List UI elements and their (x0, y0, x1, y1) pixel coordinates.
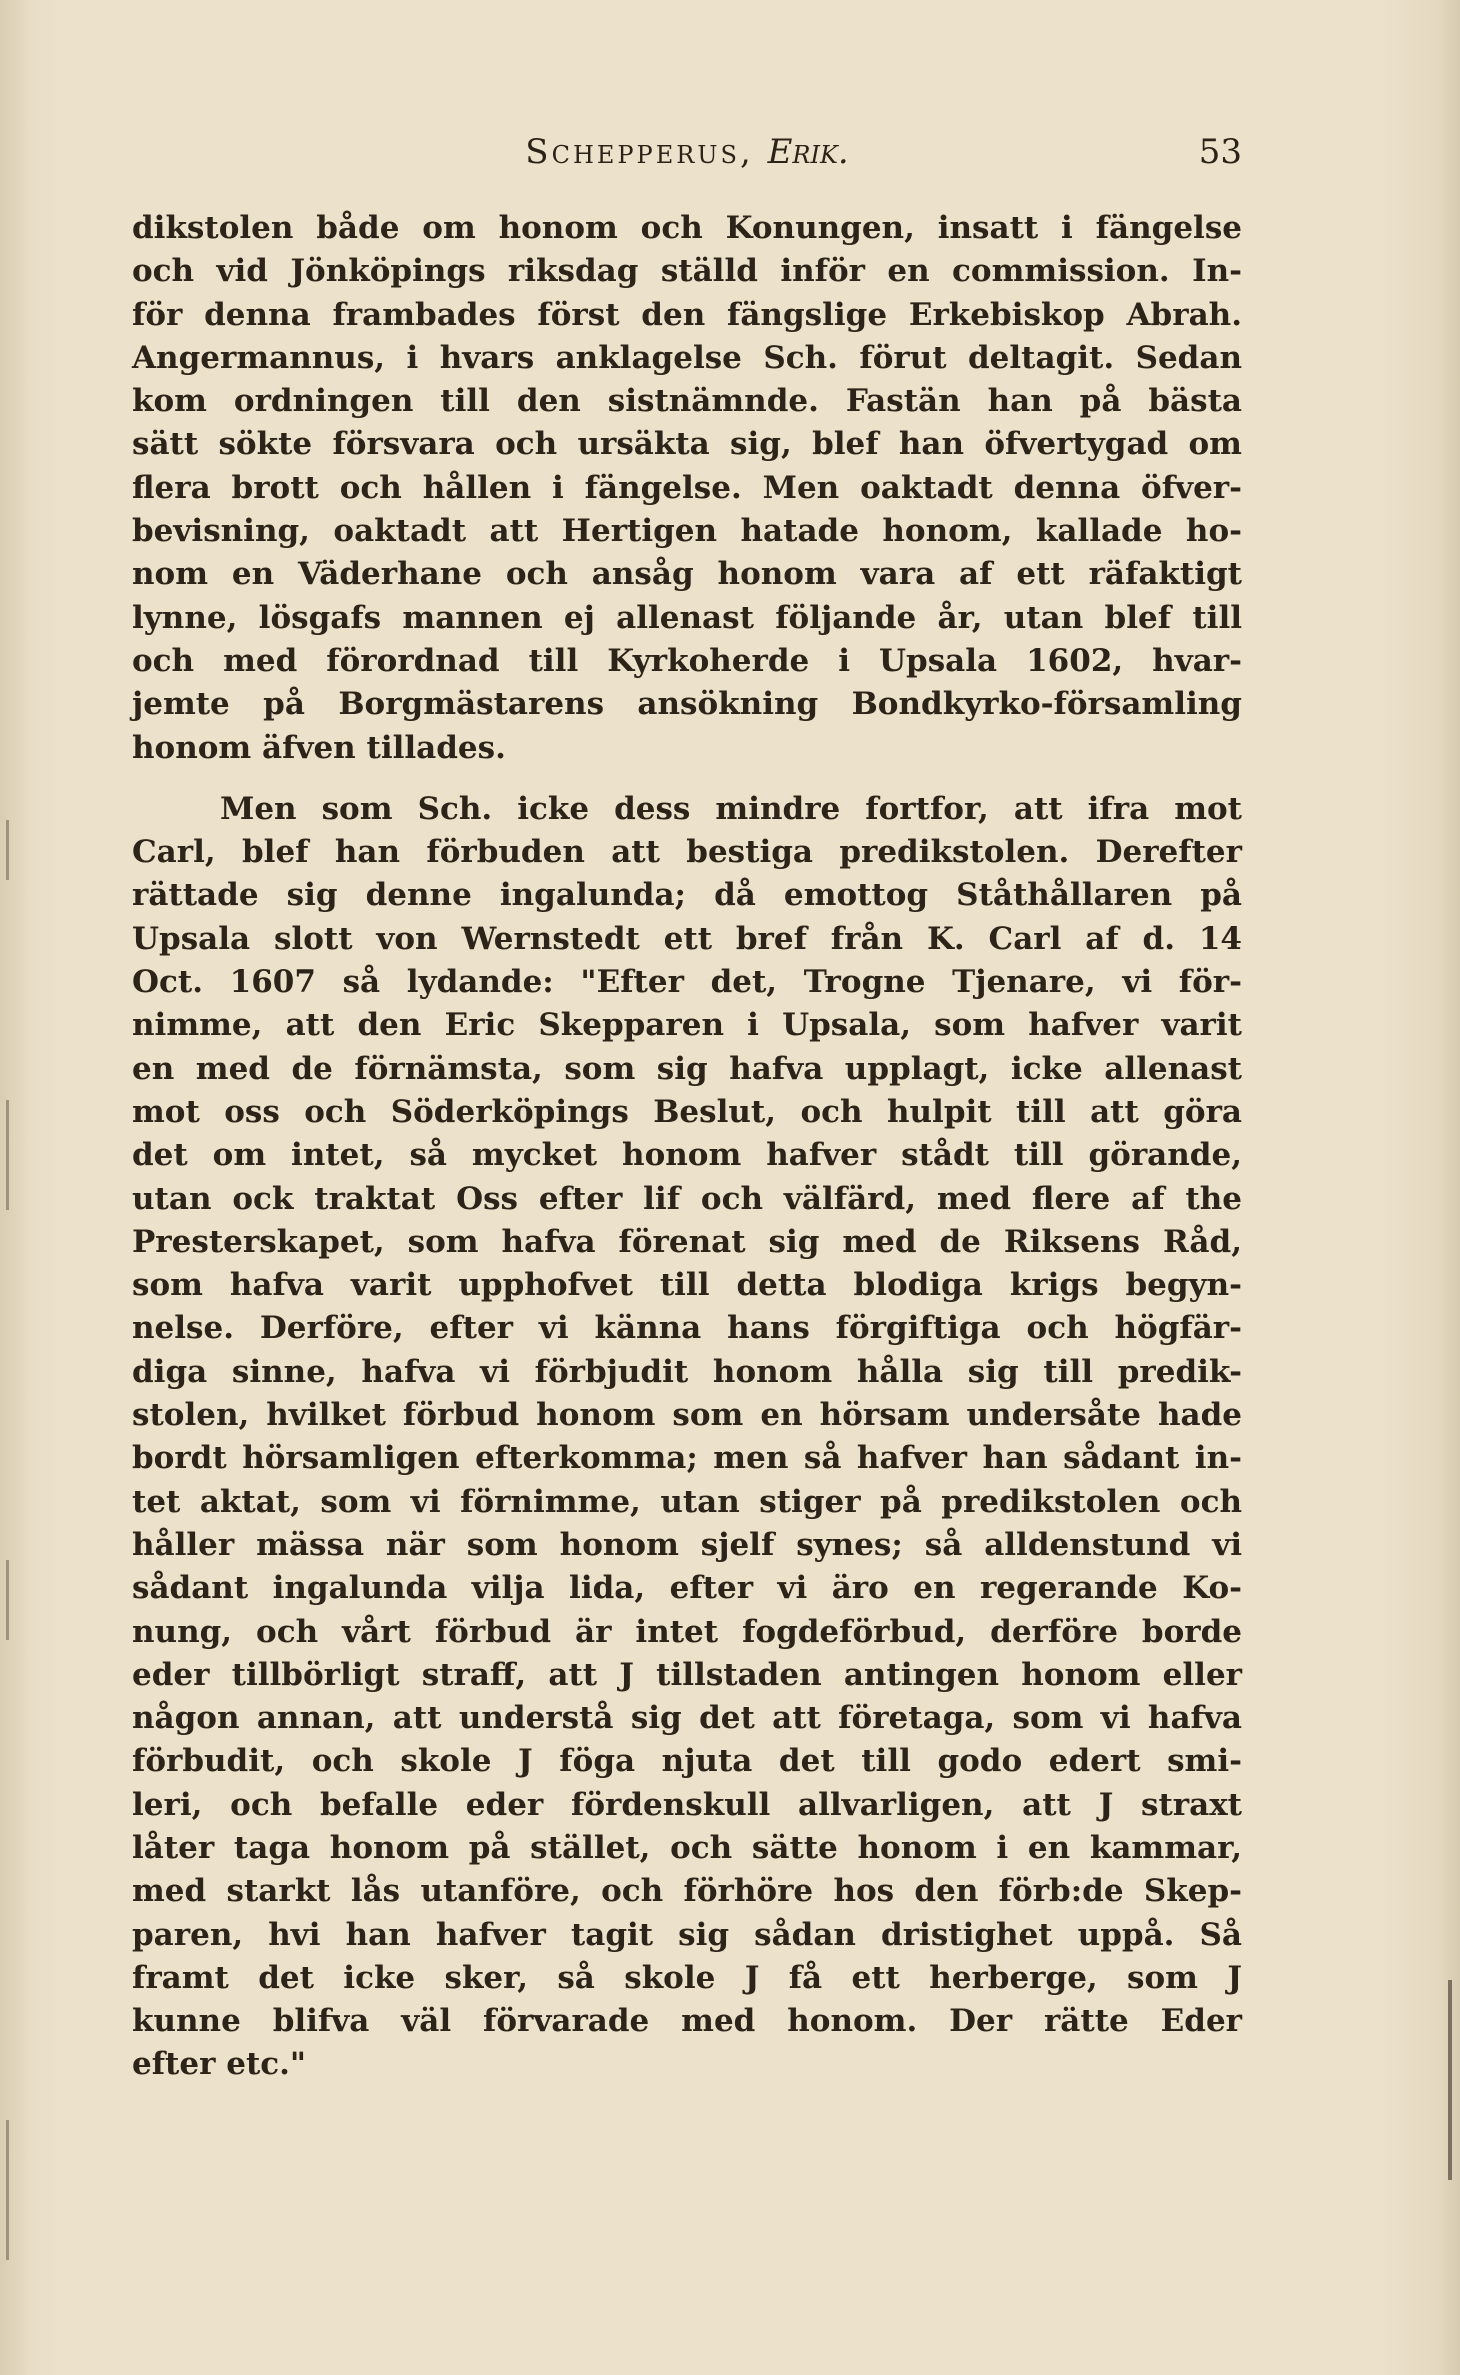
text-line: rättade sig denne ingalunda; då emottog Ståthållaren på (132, 877, 1242, 914)
text-line: sätt sökte försvara och ursäkta sig, blef han öfvertygad om (132, 426, 1242, 463)
text-line: sådant ingalunda vilja lida, efter vi äro en regerande Ko- (132, 1570, 1242, 1607)
text-line: nimme, att den Eric Skepparen i Upsala, som hafver varit (132, 1007, 1242, 1044)
text-line: diga sinne, hafva vi förbjudit honom hålla sig till predik- (132, 1353, 1242, 1390)
text-line: med starkt lås utanföre, och förhöre hos den förb:de Skep- (132, 1873, 1242, 1910)
text-line: Men som Sch. icke dess mindre fortfor, att ifra mot (220, 790, 1242, 827)
paragraph (132, 207, 1242, 770)
spine-shadow-mark (6, 2120, 9, 2260)
spine-shadow-mark (6, 1560, 9, 1640)
text-line: förbudit, och skole J föga njuta det till godo edert smi- (132, 1743, 1242, 1780)
text-line: dikstolen både om honom och Konungen, insatt i fängelse (132, 210, 1242, 246)
running-head-forename: Erik. (767, 132, 849, 172)
spine-shadow-mark (6, 1100, 9, 1210)
text-line: honom äfven tillades. (132, 729, 506, 766)
text-line: lynne, lösgafs mannen ej allenast följande år, utan blef till (132, 599, 1242, 636)
body-text (132, 207, 1242, 2087)
text-line: Presterskapet, som hafva förenat sig med de Riksens Råd, (132, 1223, 1242, 1260)
text-line: stolen, hvilket förbud honom som en hörsam undersåte hade (132, 1397, 1242, 1434)
running-head (132, 132, 1242, 172)
text-line: och med förordnad till Kyrkoherde i Upsala 1602, hvar- (132, 642, 1242, 679)
text-line: framt det icke sker, så skole J få ett herberge, som J (132, 1959, 1242, 1996)
page-header (132, 132, 1242, 182)
text-line: Carl, blef han förbuden att bestiga predikstolen. Derefter (132, 834, 1242, 871)
text-line: utan ock traktat Oss efter lif och välfärd, med flere af the (132, 1180, 1242, 1217)
text-line: flera brott och hållen i fängelse. Men oaktadt denna öfver- (132, 469, 1242, 506)
paragraph-gap (132, 770, 1242, 788)
text-line: kunne blifva väl förvarade med honom. Der rätte Eder (132, 2003, 1242, 2040)
text-line: nelse. Derföre, efter vi känna hans förgiftiga och högfär- (132, 1310, 1242, 1347)
text-line: en med de förnämsta, som sig hafva upplagt, icke allenast (132, 1050, 1242, 1087)
text-line: håller mässa när som honom sjelf synes; så alldenstund vi (132, 1526, 1242, 1563)
text-line: eder tillbörligt straff, att J tillstaden antingen honom eller (132, 1656, 1242, 1693)
text-line: kom ordningen till den sistnämnde. Fastän han på bästa (132, 383, 1242, 420)
text-line: leri, och befalle eder fördenskull allvarligen, att J straxt (132, 1786, 1242, 1823)
text-line: och vid Jönköpings riksdag ställd inför en commission. In- (132, 253, 1242, 290)
text-line: jemte på Borgmästarens ansökning Bondkyrko-församling (132, 686, 1242, 723)
text-line: nung, och vårt förbud är intet fogdeförbud, derföre borde (132, 1613, 1242, 1650)
page-number: 53 (1198, 132, 1242, 172)
page-edge-mark (1448, 1980, 1452, 2180)
text-line: för denna frambades först den fängslige Erkebiskop Abrah. (132, 296, 1242, 333)
text-line: mot oss och Söderköpings Beslut, och hulpit till att göra (132, 1093, 1242, 1130)
text-line: efter etc." (132, 2046, 307, 2083)
text-line: någon annan, att understå sig det att företaga, som vi hafva (132, 1700, 1242, 1737)
text-line: bevisning, oaktadt att Hertigen hatade honom, kallade ho- (132, 513, 1242, 550)
paragraph (132, 788, 1242, 2087)
text-line: nom en Väderhane och ansåg honom vara af ett räfaktigt (132, 556, 1242, 593)
text-line: bordt hörsamligen efterkomma; men så hafver han sådant in- (132, 1440, 1242, 1477)
text-line: det om intet, så mycket honom hafver stådt till görande, (132, 1137, 1242, 1174)
text-line: Oct. 1607 så lydande: "Efter det, Trogne Tjenare, vi för- (132, 964, 1242, 1001)
text-line: paren, hvi han hafver tagit sig sådan dristighet uppå. Så (132, 1916, 1242, 1953)
text-line: Upsala slott von Wernstedt ett bref från K. Carl af d. 14 (132, 920, 1242, 957)
text-line: som hafva varit upphofvet till detta blodiga krigs begyn- (132, 1267, 1242, 1304)
text-line: låter taga honom på stället, och sätte honom i en kammar, (132, 1829, 1242, 1866)
text-line: Angermannus, i hvars anklagelse Sch. förut deltagit. Sedan (132, 339, 1242, 376)
spine-shadow-mark (6, 820, 9, 880)
running-head-surname: Schepperus, (525, 132, 754, 172)
text-line: tet aktat, som vi förnimme, utan stiger på predikstolen och (132, 1483, 1242, 1520)
